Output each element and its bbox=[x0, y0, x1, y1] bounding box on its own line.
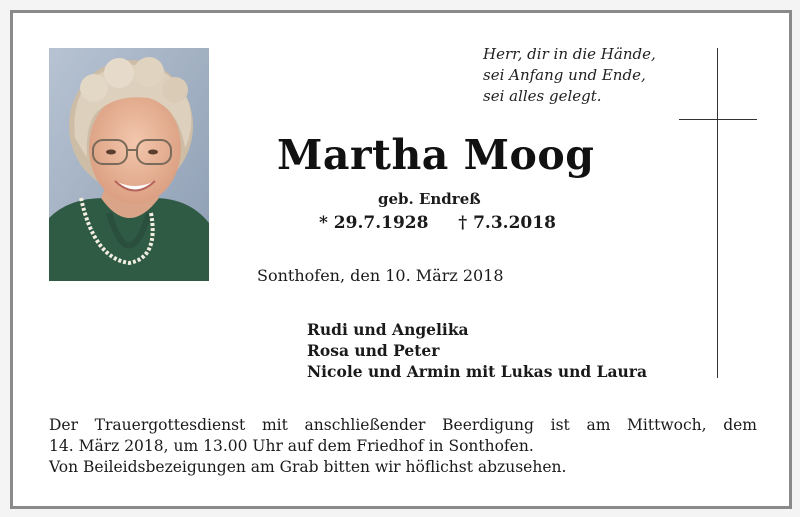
deceased-name: Martha Moog bbox=[277, 131, 595, 179]
notice-line: Von Beileidsbezeigungen am Grab bitten wir höflichst abzusehen. bbox=[49, 458, 567, 476]
birth-date: * 29.7.1928 bbox=[319, 213, 429, 233]
verse-line: sei alles gelegt. bbox=[483, 87, 602, 105]
death-date: † 7.3.2018 bbox=[458, 213, 556, 233]
mourner-entry: Rosa und Peter bbox=[307, 341, 440, 360]
birth-name: geb. Endreß bbox=[378, 190, 481, 208]
place-and-date: Sonthofen, den 10. März 2018 bbox=[257, 266, 504, 285]
verse-line: Herr, dir in die Hände, bbox=[483, 45, 656, 63]
verse bbox=[483, 44, 656, 107]
verse-line: sei Anfang und Ende, bbox=[483, 66, 646, 84]
mourners-list bbox=[307, 319, 647, 382]
notice-line: Der Trauergottesdienst mit anschließender Beerdigung ist am Mittwoch, dem bbox=[49, 416, 757, 434]
mourner-entry: Rudi und Angelika bbox=[307, 320, 469, 339]
portrait-illustration bbox=[49, 48, 209, 281]
portrait-photo bbox=[49, 48, 209, 281]
cross-horizontal-bar bbox=[679, 119, 757, 120]
obituary-frame bbox=[10, 10, 792, 509]
mourner-entry: Nicole und Armin mit Lukas und Laura bbox=[307, 362, 648, 381]
life-dates bbox=[319, 213, 556, 233]
funeral-notice bbox=[49, 415, 757, 478]
notice-line: 14. März 2018, um 13.00 Uhr auf dem Friedhof in Sonthofen. bbox=[49, 437, 534, 455]
cross-vertical-bar bbox=[717, 48, 718, 378]
